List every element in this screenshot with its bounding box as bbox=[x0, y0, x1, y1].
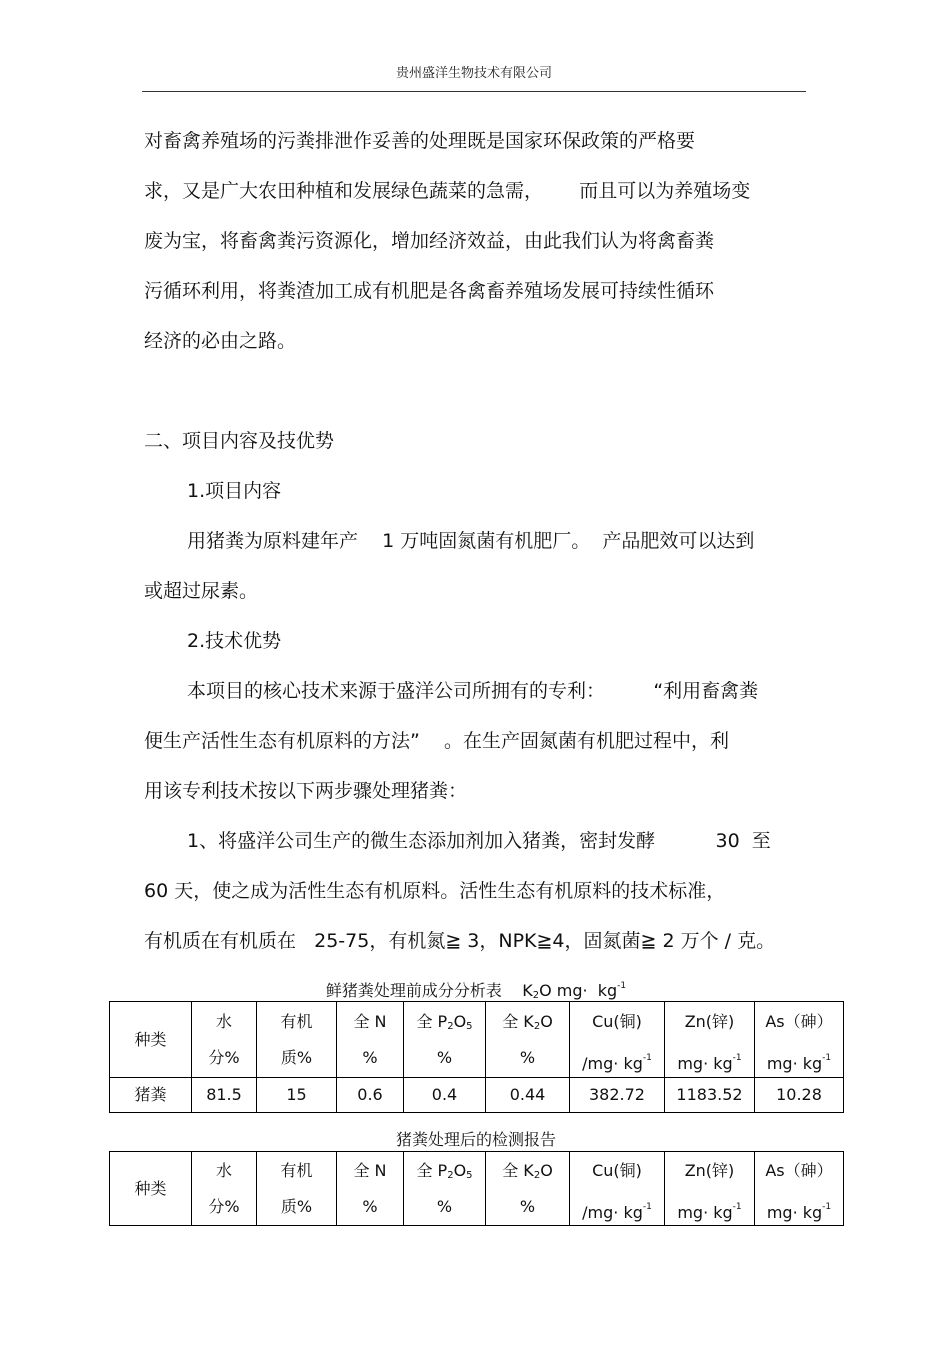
body-line-1: 对畜禽养殖场的污粪排泄作妥善的处理既是国家环保政策的严格要 bbox=[144, 130, 696, 152]
col-header-type: 种类 bbox=[110, 1002, 192, 1078]
paragraph-3-line-2: 60 天，使之成为活性生态有机原料。活性生态有机原料的技术标准， bbox=[144, 880, 726, 902]
body-line-2: 求，又是广大农田种植和发展绿色蔬菜的急需， 而且可以为养殖场变 bbox=[144, 180, 751, 202]
table1-caption bbox=[110, 978, 842, 1001]
col-header-water: 水 分% bbox=[192, 1152, 257, 1226]
table-before-treatment bbox=[109, 1001, 844, 1113]
table2-caption: 猪粪处理后的检测报告 bbox=[395, 1130, 556, 1149]
col-header-organic: 有机 质% bbox=[257, 1002, 337, 1078]
table-row bbox=[110, 1078, 844, 1113]
paragraph-2-line-1: 本项目的核心技术来源于盛洋公司所拥有的专利： “利用畜禽粪 bbox=[187, 680, 759, 702]
cell-organic: 15 bbox=[257, 1078, 337, 1113]
cell-water: 81.5 bbox=[192, 1078, 257, 1113]
section-heading: 二、项目内容及技优势 bbox=[144, 430, 335, 452]
col-header-cu: Cu(铜) $/mg\cdot kg^{-1}$ bbox=[570, 1152, 665, 1226]
body-line-3: 废为宝，将畜禽粪污资源化，增加经济效益，由此我们认为将禽畜粪 bbox=[144, 230, 715, 252]
col-header-p2o5: 全 $P_2O_5$ % bbox=[404, 1152, 486, 1226]
header-rule bbox=[142, 91, 806, 92]
col-header-zn: Zn(锌) $mg\cdot kg^{-1}$ bbox=[665, 1002, 755, 1078]
paragraph-2-line-2: 便生产活性生态有机原料的方法” 。在生产固氮菌有机肥过程中，利 bbox=[144, 730, 730, 752]
col-header-n: 全 N % bbox=[337, 1002, 404, 1078]
col-header-organic: 有机 质% bbox=[257, 1152, 337, 1226]
subheading-tech-advantage: 2.技术优势 bbox=[187, 630, 282, 652]
col-header-zn: Zn(锌) $mg\cdot kg^{-1}$ bbox=[665, 1152, 755, 1226]
col-header-type: 种类 bbox=[110, 1152, 192, 1226]
body-line-5: 经济的必由之路。 bbox=[144, 330, 297, 352]
col-header-k2o: 全 $K_2O$ % bbox=[486, 1152, 570, 1226]
col-header-n: 全 N % bbox=[337, 1152, 404, 1226]
col-header-water: 水 分% bbox=[192, 1002, 257, 1078]
paragraph-1-line-1: 用猪粪为原料建年产 1 万吨固氮菌有机肥厂。 产品肥效可以达到 bbox=[187, 530, 755, 552]
table1-caption-text: 鲜猪粪处理前成分分析表 K bbox=[325, 981, 533, 1000]
col-header-k2o: 全 $K_2O$ % bbox=[486, 1002, 570, 1078]
page-header-company: 贵州盛洋生物技术有限公司 bbox=[395, 66, 552, 81]
table1-caption-sub: 2 bbox=[532, 990, 540, 1001]
cell-cu: 382.72 bbox=[570, 1078, 665, 1113]
cell-p2o5: 0.4 bbox=[404, 1078, 486, 1113]
col-header-p2o5: 全 $P_2O_5$ % bbox=[404, 1002, 486, 1078]
col-header-as: As（砷） $mg\cdot kg^{-1}$ bbox=[755, 1002, 844, 1078]
paragraph-2-line-3: 用该专利技术按以下两步骤处理猪粪： bbox=[144, 780, 468, 802]
paragraph-3-line-1: 1、将盛洋公司生产的微生态添加剂加入猪粪，密封发酵 30 至 bbox=[187, 830, 771, 852]
subheading-project-content: 1.项目内容 bbox=[187, 480, 282, 502]
cell-type: 猪粪 bbox=[110, 1078, 192, 1113]
cell-k2o: 0.44 bbox=[486, 1078, 570, 1113]
paragraph-1-line-2: 或超过尿素。 bbox=[144, 580, 259, 602]
table1-caption-tail: O mg· kg bbox=[539, 981, 618, 1000]
col-header-cu: Cu(铜) $/mg\cdot kg^{-1}$ bbox=[570, 1002, 665, 1078]
col-header-as: As（砷） $mg\cdot kg^{-1}$ bbox=[755, 1152, 844, 1226]
cell-n: 0.6 bbox=[337, 1078, 404, 1113]
table-after-treatment bbox=[109, 1151, 844, 1226]
body-line-4: 污循环利用，将粪渣加工成有机肥是各禽畜养殖场发展可持续性循环 bbox=[144, 280, 715, 302]
table1-caption-sup: -1 bbox=[617, 981, 627, 991]
cell-zn: 1183.52 bbox=[665, 1078, 755, 1113]
paragraph-3-line-3: 有机质在有机质在 25-75，有机氮≧ 3，NPK≧4，固氮菌≧ 2 万个 / 克。 bbox=[144, 930, 776, 952]
cell-as: 10.28 bbox=[755, 1078, 844, 1113]
